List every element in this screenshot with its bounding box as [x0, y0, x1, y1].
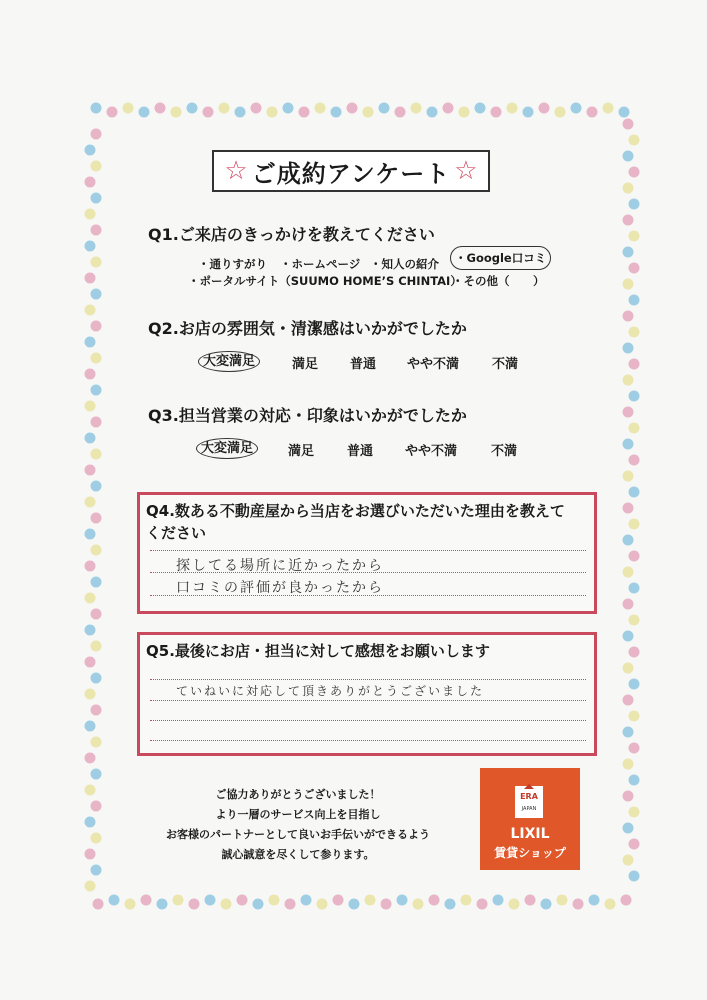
- border-dot: [91, 641, 102, 652]
- border-dot: [299, 107, 310, 118]
- border-dot: [141, 895, 152, 906]
- border-dot: [85, 273, 96, 284]
- border-dot: [85, 689, 96, 700]
- border-dot: [91, 289, 102, 300]
- q3-option-slightly-dissatisfied: やや不満: [405, 444, 458, 459]
- border-dot: [85, 241, 96, 252]
- border-dot: [623, 855, 634, 866]
- q4-dotted-line-1: [150, 550, 586, 551]
- border-dot: [203, 107, 214, 118]
- border-dot: [629, 775, 640, 786]
- q4-question-line1: Q4.数ある不動産屋から当店をお選びいただいた理由を教えて: [146, 502, 565, 520]
- border-dot: [523, 107, 534, 118]
- q1-option-homepage: ・ホームページ: [280, 257, 361, 271]
- q2-option-very-satisfied: 大変満足: [198, 350, 260, 369]
- border-dot: [349, 899, 360, 910]
- border-dot: [395, 107, 406, 118]
- border-dot: [331, 107, 342, 118]
- border-dot: [91, 449, 102, 460]
- border-dot: [629, 743, 640, 754]
- border-dot: [429, 895, 440, 906]
- border-dot: [493, 895, 504, 906]
- border-dot: [427, 107, 438, 118]
- border-dot: [629, 487, 640, 498]
- border-dot: [623, 631, 634, 642]
- border-dot: [139, 107, 150, 118]
- border-dot: [85, 753, 96, 764]
- border-dot: [413, 899, 424, 910]
- q1-option-referral: ・知人の紹介: [370, 257, 439, 271]
- border-dot: [85, 625, 96, 636]
- border-dot: [85, 593, 96, 604]
- q5-handwritten-answer-1: ていねいに対応して頂きありがとうございました: [176, 684, 485, 698]
- border-dot: [491, 107, 502, 118]
- border-dot: [85, 817, 96, 828]
- border-dot: [555, 107, 566, 118]
- border-dot: [85, 209, 96, 220]
- border-dot: [603, 103, 614, 114]
- border-dot: [85, 721, 96, 732]
- border-dot: [629, 551, 640, 562]
- border-dot: [205, 895, 216, 906]
- border-dot: [253, 899, 264, 910]
- border-dot: [91, 705, 102, 716]
- border-dot: [173, 895, 184, 906]
- border-dot: [623, 215, 634, 226]
- border-dot: [91, 545, 102, 556]
- border-dot: [91, 481, 102, 492]
- border-dot: [91, 353, 102, 364]
- border-dot: [219, 103, 230, 114]
- border-dot: [269, 895, 280, 906]
- border-dot: [629, 679, 640, 690]
- border-dot: [623, 407, 634, 418]
- border-dot: [235, 107, 246, 118]
- border-dot: [251, 103, 262, 114]
- border-dot: [623, 247, 634, 258]
- border-dot: [267, 107, 278, 118]
- q2-option-dissatisfied: 不満: [492, 357, 519, 372]
- border-dot: [237, 895, 248, 906]
- thanks-line-2: より一層のサービス向上を目指し: [215, 808, 381, 821]
- thanks-line-1: ご協力ありがとうございました！: [215, 788, 381, 801]
- border-dot: [85, 177, 96, 188]
- border-dot: [629, 519, 640, 530]
- border-dot: [91, 257, 102, 268]
- q3-option-very-satisfied: 大変満足: [196, 437, 258, 456]
- border-dot: [91, 737, 102, 748]
- border-dot: [629, 359, 640, 370]
- border-dot: [333, 895, 344, 906]
- border-dot: [85, 145, 96, 156]
- border-dot: [283, 103, 294, 114]
- border-dot: [91, 225, 102, 236]
- border-dot: [623, 151, 634, 162]
- border-dot: [85, 401, 96, 412]
- era-house-icon: [515, 786, 543, 818]
- lixil-text: LIXIL: [510, 826, 550, 842]
- q4-question-line2: ください: [146, 524, 207, 542]
- border-dot: [157, 899, 168, 910]
- border-dot: [629, 807, 640, 818]
- border-dot: [189, 899, 200, 910]
- border-dot: [91, 673, 102, 684]
- border-dot: [541, 899, 552, 910]
- border-dot: [477, 899, 488, 910]
- border-dot: [629, 647, 640, 658]
- border-dot: [629, 231, 640, 242]
- q2-question: Q2.お店の雰囲気・清潔感はいかがでしたか: [148, 319, 467, 338]
- border-dot: [85, 497, 96, 508]
- border-dot: [445, 899, 456, 910]
- q2-option-normal: 普通: [350, 357, 377, 372]
- border-dot: [589, 895, 600, 906]
- border-dot: [475, 103, 486, 114]
- border-dot: [221, 899, 232, 910]
- border-dot: [85, 337, 96, 348]
- border-dot: [123, 103, 134, 114]
- border-dot: [573, 899, 584, 910]
- border-dot: [623, 823, 634, 834]
- house-roof-icon: [524, 784, 534, 789]
- q1-option-google: ・Google口コミ: [450, 250, 551, 266]
- border-dot: [525, 895, 536, 906]
- border-dot: [187, 103, 198, 114]
- border-dot: [85, 433, 96, 444]
- border-dot: [85, 881, 96, 892]
- border-dot: [629, 135, 640, 146]
- border-dot: [85, 529, 96, 540]
- border-dot: [93, 899, 104, 910]
- q1-option-passing: ・通りすがり: [198, 257, 267, 271]
- q3-question: Q3.担当営業の対応・印象はいかがでしたか: [148, 406, 467, 425]
- border-dot: [623, 439, 634, 450]
- border-dot: [623, 663, 634, 674]
- q3-option-dissatisfied: 不満: [491, 444, 518, 459]
- border-dot: [379, 103, 390, 114]
- border-dot: [619, 107, 630, 118]
- border-dot: [623, 503, 634, 514]
- japan-text: JAPAN: [521, 806, 537, 812]
- border-dot: [629, 327, 640, 338]
- border-dot: [623, 279, 634, 290]
- border-dot: [629, 423, 640, 434]
- border-dot: [365, 895, 376, 906]
- border-dot: [623, 311, 634, 322]
- border-dot: [85, 785, 96, 796]
- border-dot: [107, 107, 118, 118]
- border-dot: [91, 833, 102, 844]
- border-dot: [459, 107, 470, 118]
- border-dot: [301, 895, 312, 906]
- border-dot: [461, 895, 472, 906]
- border-dot: [397, 895, 408, 906]
- border-dot: [629, 583, 640, 594]
- border-dot: [629, 455, 640, 466]
- star-icon-right: ☆: [454, 156, 478, 186]
- border-dot: [557, 895, 568, 906]
- border-dot: [363, 107, 374, 118]
- q1-option-other: ・その他（: [452, 274, 510, 288]
- border-dot: [85, 305, 96, 316]
- border-dot: [623, 119, 634, 130]
- border-dot: [91, 513, 102, 524]
- q3-option-normal: 普通: [347, 444, 374, 459]
- border-dot: [85, 465, 96, 476]
- border-dot: [623, 375, 634, 386]
- border-dot: [629, 199, 640, 210]
- border-dot: [623, 727, 634, 738]
- border-dot: [629, 871, 640, 882]
- title-text: ご成約アンケート: [251, 159, 451, 188]
- border-dot: [623, 183, 634, 194]
- era-text: ERA: [520, 792, 538, 801]
- star-icon-left: ☆: [224, 156, 248, 186]
- q2-option-satisfied: 満足: [292, 357, 319, 372]
- border-dot: [587, 107, 598, 118]
- thanks-line-4: 誠心誠意を尽くして参ります。: [221, 848, 375, 861]
- border-dot: [623, 567, 634, 578]
- border-dot: [315, 103, 326, 114]
- chintai-shop-text: 賃貸ショップ: [494, 846, 566, 860]
- border-dot: [629, 839, 640, 850]
- border-dot: [91, 865, 102, 876]
- border-dot: [539, 103, 550, 114]
- q1-option-portal: ・ポータルサイト（SUUMO HOME’S CHINTAI）: [188, 274, 462, 288]
- border-dot: [91, 609, 102, 620]
- border-dot: [317, 899, 328, 910]
- border-dot: [91, 321, 102, 332]
- border-dot: [623, 471, 634, 482]
- border-dot: [347, 103, 358, 114]
- q5-dotted-line-4: [150, 740, 586, 741]
- survey-title: [212, 150, 490, 192]
- q2-option-slightly-dissatisfied: やや不満: [407, 357, 460, 372]
- border-dot: [621, 895, 632, 906]
- border-dot: [623, 791, 634, 802]
- q5-question: Q5.最後にお店・担当に対して感想をお願いします: [146, 642, 490, 660]
- border-dot: [85, 369, 96, 380]
- border-dot: [109, 895, 120, 906]
- border-dot: [171, 107, 182, 118]
- border-dot: [85, 849, 96, 860]
- border-dot: [623, 695, 634, 706]
- border-dot: [509, 899, 520, 910]
- q1-question: Q1.ご来店のきっかけを教えてください: [148, 225, 435, 244]
- border-dot: [629, 391, 640, 402]
- border-dot: [91, 129, 102, 140]
- border-dot: [91, 385, 102, 396]
- border-dot: [623, 535, 634, 546]
- border-dot: [381, 899, 392, 910]
- q5-dotted-line-3: [150, 720, 586, 721]
- lixil-logo: [480, 768, 580, 870]
- border-dot: [91, 103, 102, 114]
- border-dot: [125, 899, 136, 910]
- border-dot: [285, 899, 296, 910]
- border-dot: [91, 801, 102, 812]
- q4-handwritten-answer-1: 探してる場所に近かったから: [176, 558, 384, 574]
- border-dot: [623, 343, 634, 354]
- border-dot: [629, 263, 640, 274]
- q5-dotted-line-1: [150, 679, 586, 680]
- border-dot: [629, 167, 640, 178]
- q5-dotted-line-2: [150, 700, 586, 701]
- border-dot: [91, 577, 102, 588]
- border-dot: [507, 103, 518, 114]
- q4-handwritten-answer-2: 口コミの評価が良かったから: [176, 580, 384, 596]
- q3-option-satisfied: 満足: [288, 444, 315, 459]
- border-dot: [443, 103, 454, 114]
- border-dot: [91, 769, 102, 780]
- border-dot: [91, 161, 102, 172]
- border-dot: [623, 599, 634, 610]
- border-dot: [629, 711, 640, 722]
- border-dot: [629, 295, 640, 306]
- border-dot: [155, 103, 166, 114]
- border-dot: [85, 657, 96, 668]
- border-dot: [91, 193, 102, 204]
- border-dot: [629, 615, 640, 626]
- border-dot: [571, 103, 582, 114]
- thanks-line-3: お客様のパートナーとして良いお手伝いができるよう: [166, 828, 430, 841]
- q1-option-other-close: ）: [533, 274, 545, 288]
- border-dot: [91, 417, 102, 428]
- border-dot: [623, 759, 634, 770]
- border-dot: [605, 899, 616, 910]
- border-dot: [85, 561, 96, 572]
- border-dot: [411, 103, 422, 114]
